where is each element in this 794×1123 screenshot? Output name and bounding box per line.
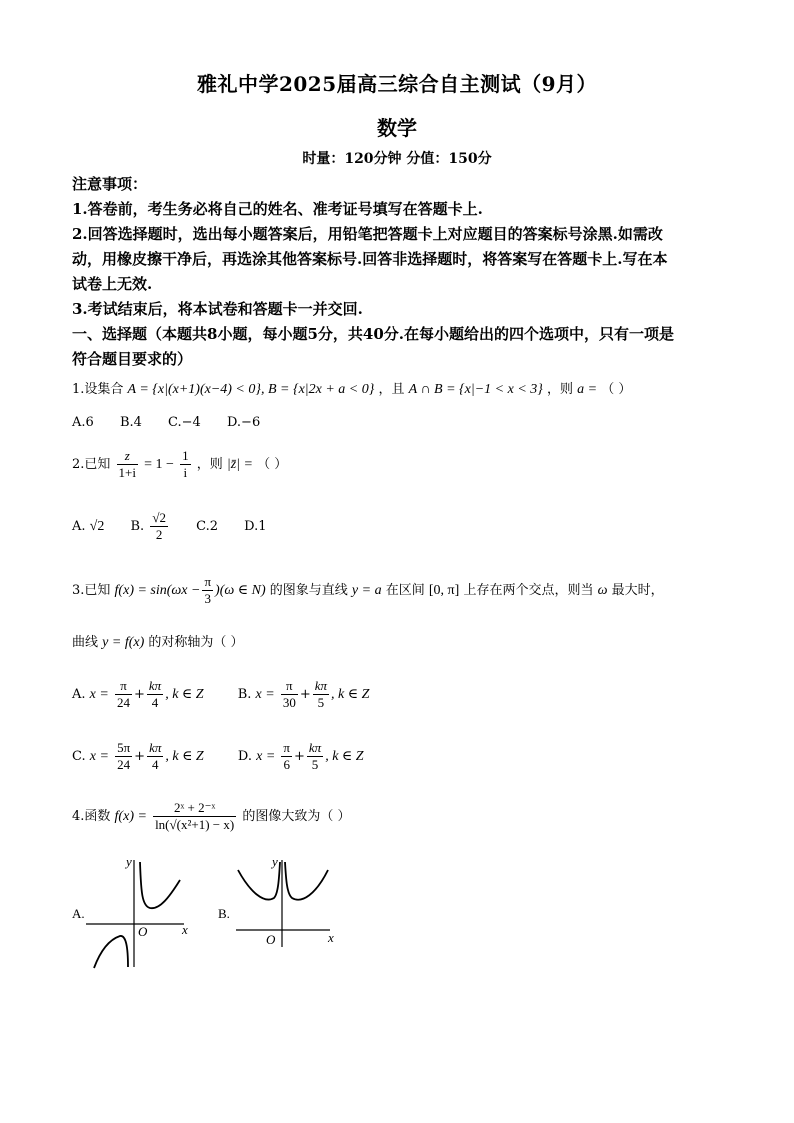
q2-option-a[interactable]: A. √2	[72, 519, 105, 534]
question-2: 2.已知 $\frac{z}{1+i}$ = 1 − $\frac{1}{i}$ ，则 |z̄| = （ ）	[72, 448, 288, 480]
origin-label: O	[138, 924, 148, 939]
q2-rhs-fraction: $\frac{1}{i}$	[182, 448, 189, 480]
exam-subject: 数学	[377, 116, 417, 140]
question-3-line2: 曲线 y = f(x) 的对称轴为（ ）	[72, 635, 244, 650]
q4-option-a-graph[interactable]	[86, 852, 206, 972]
question-2-options	[72, 510, 732, 543]
question-1: 1.设集合 A = {x|(x+1)(x−4) < 0}, B = {x|2x + a < 0} ，且 A ∩ B = {x|−1 < x < 3} ，则 a = （ ）	[72, 382, 632, 397]
notice-heading: 注意事项：	[72, 175, 148, 193]
curve-right-branch	[285, 862, 328, 900]
question-3-options-row1	[72, 678, 732, 711]
notice-item-2a: 2.回答选择题时，选出每小题答案后，用铅笔把答题卡上对应题目的答案标号涂黑.如需改	[72, 225, 663, 243]
q1-sets: A = {x|(x+1)(x−4) < 0}, B = {x|2x + a < 0}	[127, 382, 375, 397]
q1-condition: A ∩ B = {x|−1 < x < 3}	[408, 382, 543, 397]
q4-option-a-label[interactable]: A.	[72, 906, 85, 921]
q3-option-d[interactable]: D. x = $\frac{\pi}{6}$ + $\frac{k\pi}{5}$ , k ∈ Z	[237, 740, 364, 772]
q4-option-b-label[interactable]: B.	[218, 906, 230, 921]
notice-item-2b: 动，用橡皮擦干净后，再选涂其他答案标号.回答非选择题时，将答案写在答题卡上.写在本	[72, 250, 668, 268]
question-3: 3.已知 f(x) = sin(ωx − $\frac{\pi}{3}$ )(ω ∈ N) 的图象与直线 y = a 在区间 [0, π] 上存在两个交点，则当 ω 最大时，	[72, 574, 664, 606]
origin-label: O	[266, 932, 276, 947]
section-heading-1: 一、选择题（本题共8小题，每小题5分，共40分.在每小题给出的四个选项中，只有一项是	[72, 325, 674, 343]
section-heading-2: 符合题目要求的）	[72, 350, 193, 368]
question-1-options	[72, 413, 732, 433]
q2-lhs-fraction: $\frac{z}{1+i}$	[118, 448, 136, 480]
q4-fraction: $\frac{\text{2ˣ + 2⁻ˣ}}{\text{ln(√(x²+1) − x)}}$	[155, 800, 235, 832]
curve-right-branch	[140, 862, 180, 908]
q3-option-b[interactable]: B. x = $\frac{\pi}{30}$ + $\frac{k\pi}{5}$ , k ∈ Z	[237, 678, 370, 710]
curve-left-branch	[94, 936, 128, 968]
exam-meta: 时量：120分钟 分值：150分	[302, 151, 492, 167]
y-axis-label: y	[272, 854, 278, 869]
q2-option-c[interactable]: C.2	[196, 519, 218, 534]
y-axis-label: y	[126, 854, 132, 869]
notice-item-1: 1.答卷前，考生务必将自己的姓名、准考证号填写在答题卡上.	[72, 200, 483, 218]
q1-option-a[interactable]: A.6	[72, 415, 94, 430]
x-axis-label: x	[182, 922, 188, 937]
q1-option-b[interactable]: B.4	[119, 415, 142, 430]
notice-block	[72, 172, 724, 372]
exam-title: 雅礼中学2025届高三综合自主测试（9月）	[196, 72, 598, 96]
notice-item-2c: 试卷上无效.	[72, 275, 153, 293]
q4-option-b-graph[interactable]	[232, 852, 342, 952]
q3-option-c[interactable]: C. x = $\frac{5\pi}{24}$ + $\frac{k\pi}{4}$ , k ∈ Z	[72, 740, 204, 772]
q1-option-c[interactable]: C.−4	[168, 415, 201, 430]
q1-option-d[interactable]: D.−6	[226, 415, 261, 430]
x-axis-label: x	[328, 930, 334, 945]
notice-item-3: 3.考试结束后，将本试卷和答题卡一并交回.	[72, 300, 363, 318]
q2-option-b[interactable]: B. $\frac{√2}{2}$	[130, 510, 166, 542]
question-3-options-row2	[72, 740, 732, 773]
q2-option-d[interactable]: D.1	[244, 519, 267, 534]
q3-option-a[interactable]: A. x = $\frac{\pi}{24}$ + $\frac{k\pi}{4}$ , k ∈ Z	[72, 678, 204, 710]
question-4: 4.函数 f(x) = $\frac{\text{2ˣ + 2⁻ˣ}}{\text{ln(√(x²+1) − x)}}$ 的图像大致为（ ）	[72, 800, 351, 832]
